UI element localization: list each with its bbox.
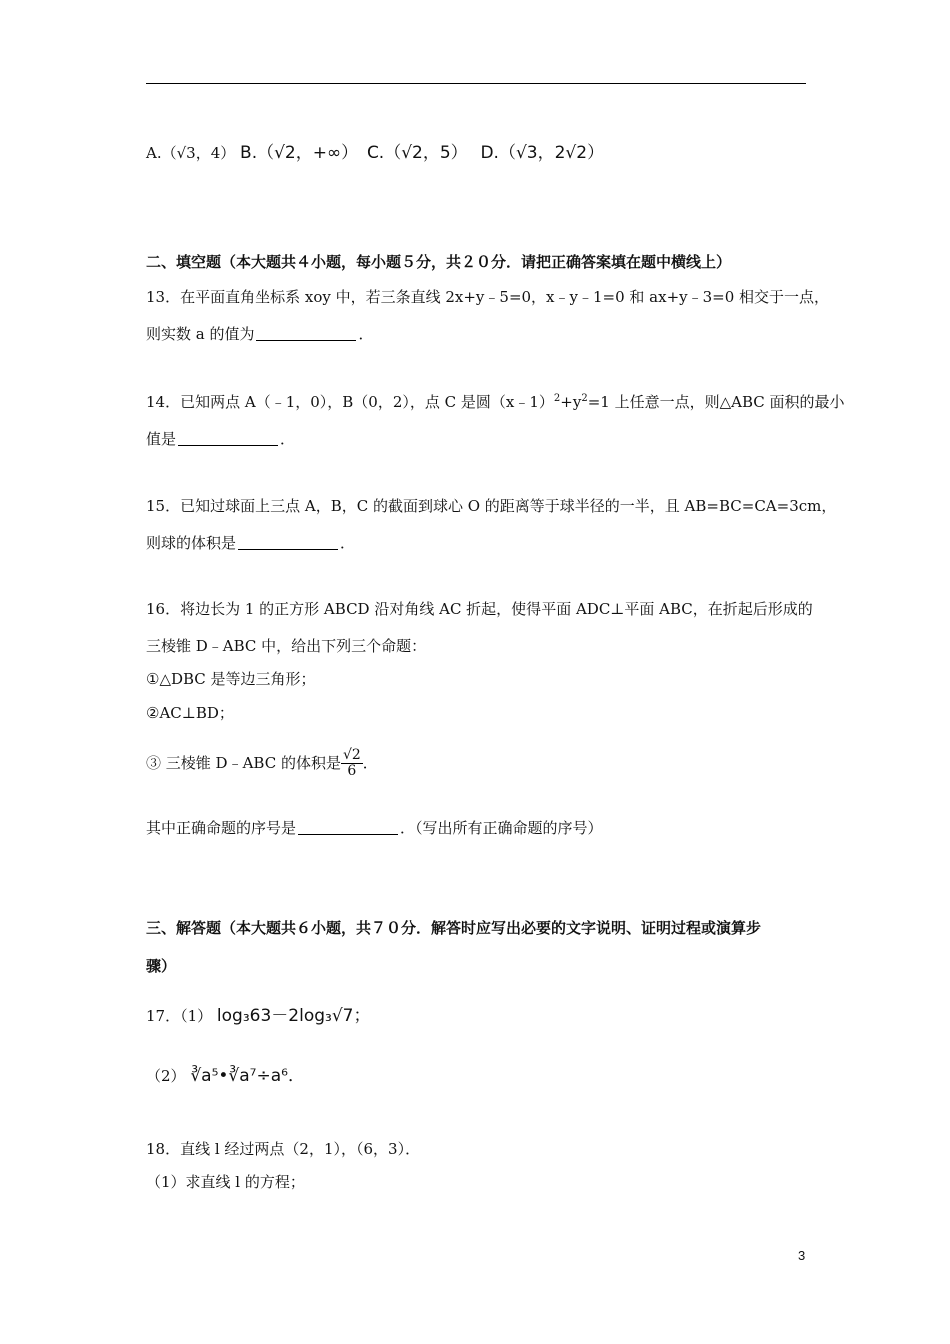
option-c: C.（√2，5）: [366, 143, 468, 163]
q17-label2: （2）: [146, 1067, 186, 1085]
q16-item3-suffix: ．: [362, 753, 378, 772]
q17-expr2: ∛a⁵•∛a⁷÷a⁶．: [190, 1066, 305, 1086]
answer-blank[interactable]: [256, 326, 356, 341]
page-number: 3: [798, 1248, 806, 1263]
fraction: [341, 748, 363, 780]
q17-expr1: log₃63－2log₃√7；: [216, 1006, 371, 1026]
q14-text-a: 14．已知两点 A（﹣1，0），B（0，2），点 C 是圆（x﹣1）: [146, 393, 554, 411]
q14-line1: [146, 391, 845, 412]
section2-title: 二、填空题（本大题共４小题，每小题５分，共２０分．请把正确答案填在题中横线上）: [146, 253, 732, 271]
header-rule: [146, 83, 806, 84]
q16-answer: [146, 817, 603, 838]
q15-prefix: 则球的体积是: [146, 534, 237, 552]
section3-title-line2: 骤）: [146, 957, 177, 975]
q16-item1: ①△DBC 是等边三角形；: [146, 670, 316, 688]
q13-line2: [146, 323, 374, 344]
q13-suffix: ．: [358, 325, 374, 343]
options-line: [146, 138, 604, 163]
q17-part2: [146, 1061, 305, 1086]
q14-suffix: ．: [280, 430, 296, 448]
q18-line1: 18．直线 l 经过两点（2，1），（6，3）．: [146, 1140, 421, 1158]
q16-answer-suffix: ．（写出所有正确命题的序号）: [400, 819, 603, 837]
q14-text-c: =1 上任意一点，则△ABC 面积的最小: [587, 393, 845, 411]
q15-line2: [146, 532, 355, 553]
option-d: D.（√3，2√2）: [480, 143, 605, 163]
option-a: A.（√3，4）: [146, 144, 236, 162]
q14-text-b: +y: [560, 393, 582, 411]
q17-part1: [146, 1001, 370, 1026]
answer-blank[interactable]: [298, 820, 398, 835]
q13-line1: 13．在平面直角坐标系 xoy 中，若三条直线 2x+y﹣5=0，x﹣y﹣1=0 和 ax+y﹣3=0 相交于一点，: [146, 288, 830, 306]
section3-title-line1: 三、解答题（本大题共６小题，共７０分．解答时应写出必要的文字说明、证明过程或演算步: [146, 919, 762, 937]
q13-prefix: 则实数 a 的值为: [146, 325, 255, 343]
q16-item3: [146, 748, 378, 780]
q15-suffix: ．: [340, 534, 356, 552]
q17-label: 17．（1）: [146, 1007, 213, 1025]
q14-sup1: 2: [553, 393, 561, 404]
q15-line1: 15．已知过球面上三点 A，B，C 的截面到球心 O 的距离等于球半径的一半，且 AB=BC=CA=3cm，: [146, 497, 837, 515]
q14-line2: [146, 428, 295, 449]
answer-blank[interactable]: [238, 535, 338, 550]
q14-prefix: 值是: [146, 430, 177, 448]
q16-line2: 三棱锥 D﹣ABC 中，给出下列三个命题：: [146, 637, 427, 655]
q16-item3-prefix: ③ 三棱锥 D﹣ABC 的体积是: [146, 753, 341, 772]
q16-item2: ②AC⊥BD；: [146, 704, 234, 722]
q14-sup2: 2: [581, 393, 588, 404]
fraction-numerator: √2: [342, 747, 361, 763]
q16-answer-prefix: 其中正确命题的序号是: [146, 819, 297, 837]
answer-blank[interactable]: [178, 431, 278, 446]
option-b: B.（√2，+∞）: [240, 143, 359, 163]
q18-line2: （1）求直线 l 的方程；: [146, 1173, 305, 1191]
fraction-denominator: 6: [347, 763, 357, 780]
q16-line1: 16．将边长为 1 的正方形 ABCD 沿对角线 AC 折起，使得平面 ADC⊥平面 ABC，在折起后形成的: [146, 600, 813, 618]
